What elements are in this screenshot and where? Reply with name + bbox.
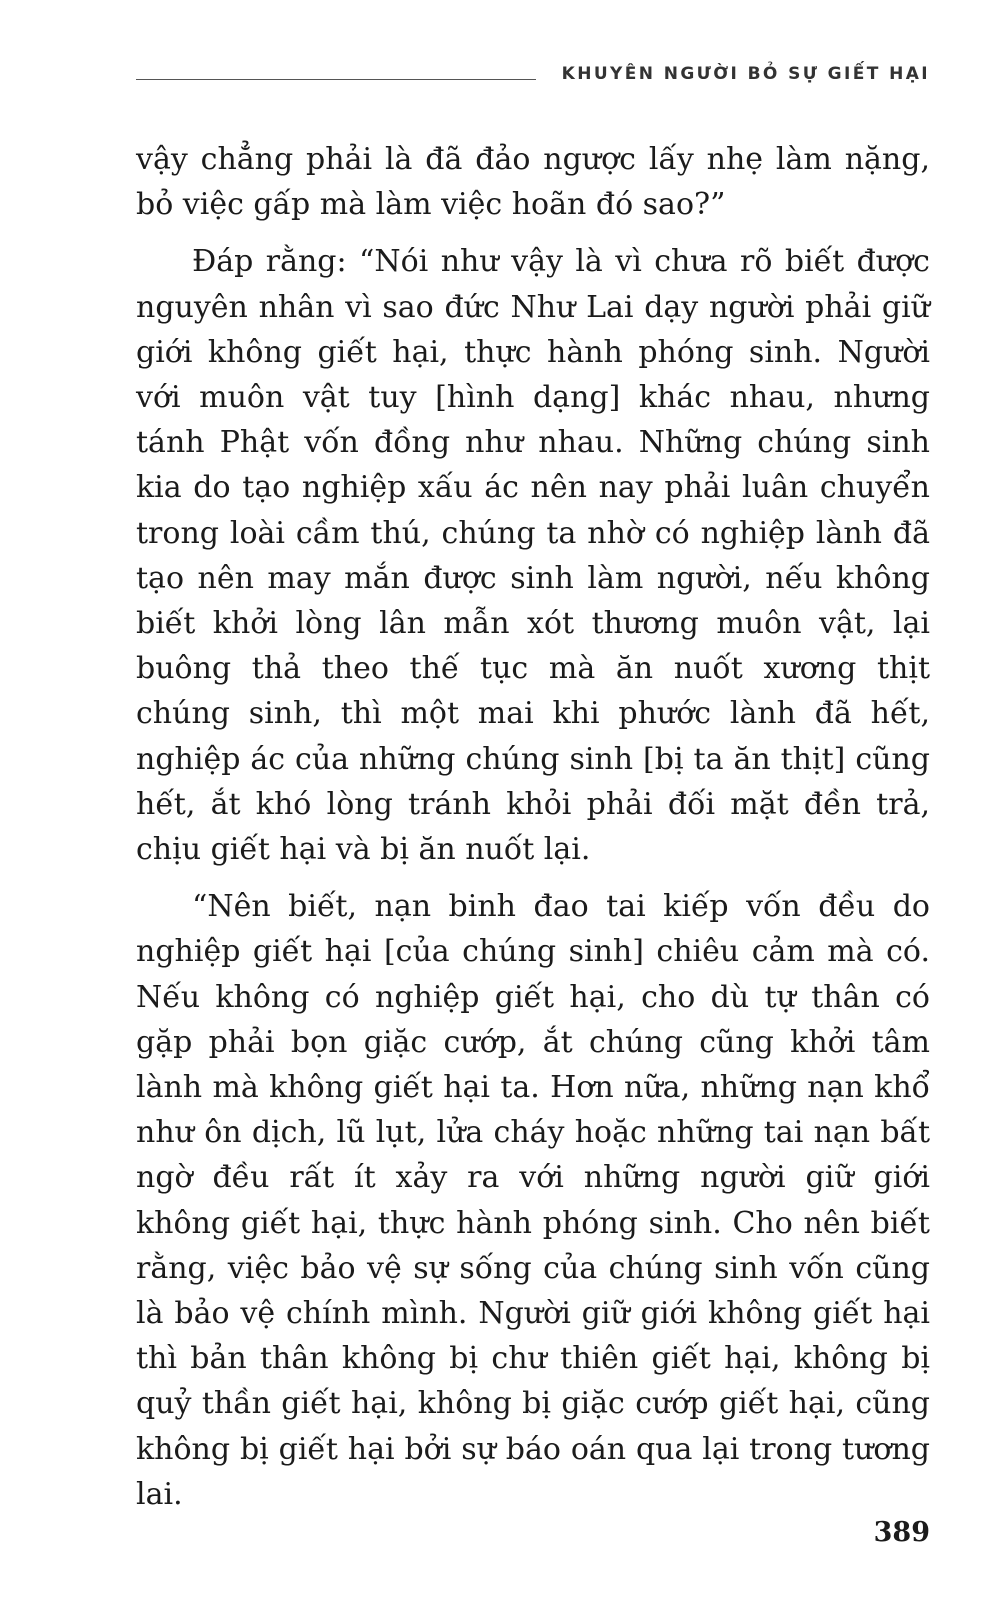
- paragraph-explanation: “Nên biết, nạn binh đao tai kiếp vốn đều do nghiệp giết hại [của chúng sinh] chiêu cảm mà có. Nếu không có nghiệp giết hại, cho dù tự thân có gặp phải bọn giặc cướp, ắt chúng cũng khởi tâm lành mà không giết hại ta. Hơn nữa, những nạn khổ như ôn dịch, lũ lụt, lửa cháy hoặc những tai nạn bất ngờ đều rất ít xảy ra với những người giữ giới không giết hại, thực hành phóng sinh. Cho nên biết rằng, việc bảo vệ sự sống của chúng sinh vốn cũng là bảo vệ chính mình. Người giữ giới không giết hại thì bản thân không bị chư thiên giết hại, không bị quỷ thần giết hại, không bị giặc cướp giết hại, cũng không bị giết hại bởi sự báo oán qua lại trong tương lai.: [136, 889, 930, 1512]
- page-number: 389: [873, 1517, 930, 1548]
- running-header: [136, 58, 930, 88]
- running-title: KHUYÊN NGƯỜI BỎ SỰ GIẾT HẠI: [561, 64, 930, 84]
- paragraph-answer: Đáp rằng: “Nói như vậy là vì chưa rõ biết được nguyên nhân vì sao đức Như Lai dạy người phải giữ giới không giết hại, thực hành phóng sinh. Người với muôn vật tuy [hình dạng] khác nhau, nhưng tánh Phật vốn đồng như nhau. Những chúng sinh kia do tạo nghiệp xấu ác nên nay phải luân chuyển trong loài cầm thú, chúng ta nhờ có nghiệp lành đã tạo nên may mắn được sinh làm người, nếu không biết khởi lòng lân mẫn xót thương muôn vật, lại buông thả theo thế tục mà ăn nuốt xương thịt chúng sinh, thì một mai khi phước lành đã hết, nghiệp ác của những chúng sinh [bị ta ăn thịt] cũng hết, ắt khó lòng tránh khỏi phải đối mặt đền trả, chịu giết hại và bị ăn nuốt lại.: [136, 244, 930, 868]
- header-rule: [136, 79, 536, 80]
- paragraph-continuation: vậy chẳng phải là đã đảo ngược lấy nhẹ làm nặng, bỏ việc gấp mà làm việc hoãn đó sao?”: [136, 142, 930, 223]
- body-text: [136, 137, 930, 1529]
